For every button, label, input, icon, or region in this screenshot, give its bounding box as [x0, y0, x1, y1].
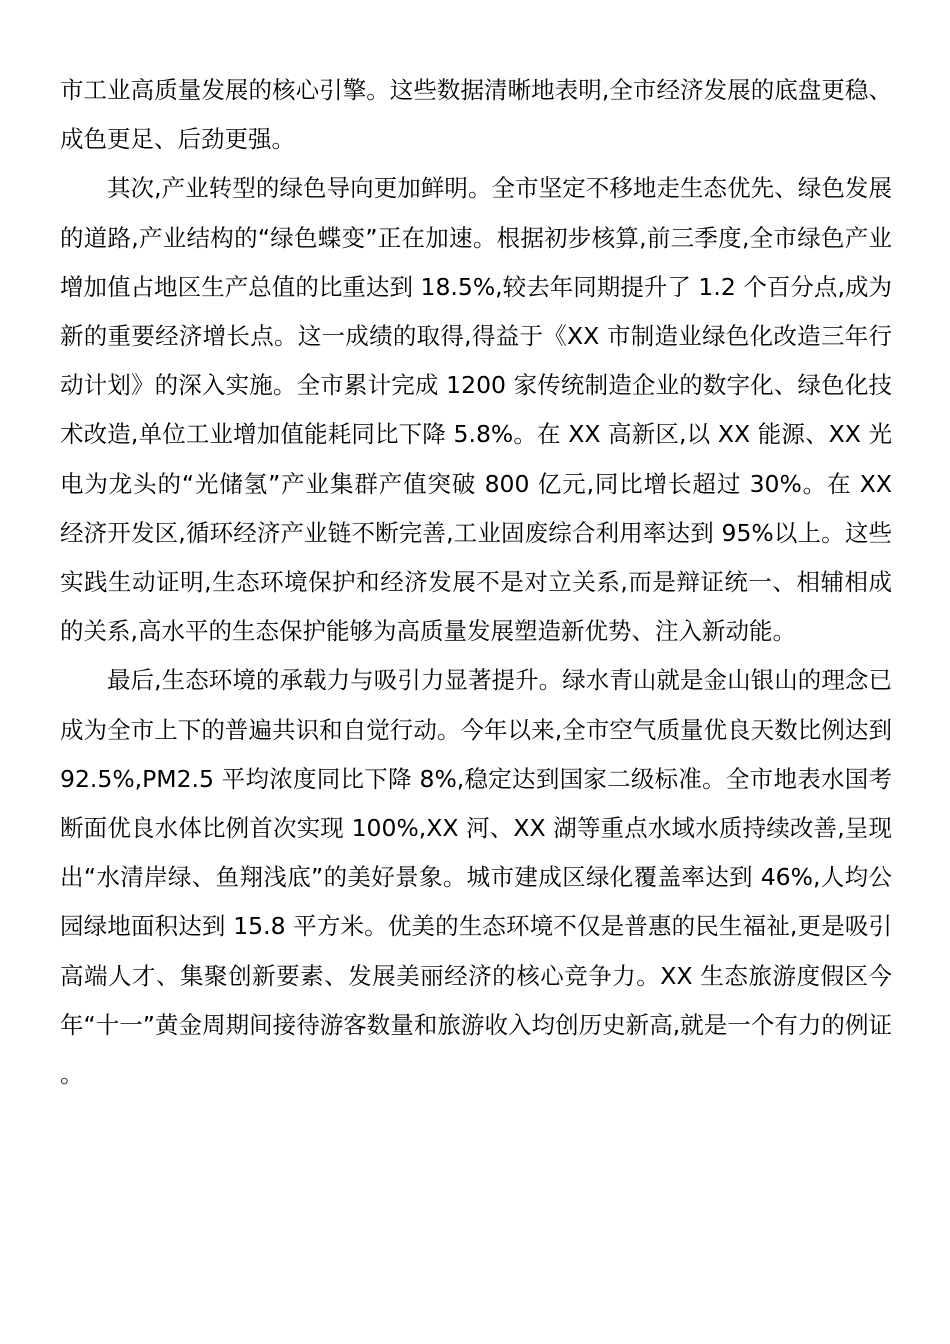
paragraph-green-transition: 其次,产业转型的绿色导向更加鲜明。全市坚定不移地走生态优先、绿色发展的道路,产业结构的“绿色蝶变”正在加速。根据初步核算,前三季度,全市绿色产业增加值占地区生产总值的比重达到 18.5%,较去年同期提升了 1.2 个百分点,成为新的重要经济增长点。这一成绩的取得,得益于《XX 市制造业绿色化改造三年行动计划》的深入实施。全市累计完成 1200 家传统制造企业的数字化、绿色化技术改造,单位工业增加值能耗同比下降 5.8%。在 XX 高新区,以 XX 能源、XX 光电为龙头的“光储氢”产业集群产值突破 800 亿元,同比增长超过 30%。在 XX 经济开发区,循环经济产业链不断完善,工业固废综合利用率达到 95%以上。这些实践生动证明,生态环境保护和经济发展不是对立关系,而是辩证统一、相辅相成的关系,高水平的生态保护能够为高质量发展塑造新优势、注入新动能。: [60, 174, 892, 646]
paragraph-ecological-environment: 最后,生态环境的承载力与吸引力显著提升。绿水青山就是金山银山的理念已成为全市上下的普遍共识和自觉行动。今年以来,全市空气质量优良天数比例达到 92.5%,PM2.5 平均浓度同比下降 8%,稳定达到国家二级标准。全市地表水国考断面优良水体比例首次实现 100%,XX 河、XX 湖等重点水域水质持续改善,呈现出“水清岸绿、鱼翔浅底”的美好景象。城市建成区绿化覆盖率达到 46%,人均公园绿地面积达到 15.8 平方米。优美的生态环境不仅是普惠的民生福祉,更是吸引高端人才、集聚创新要素、发展美丽经济的核心竞争力。XX 生态旅游度假区今年“十一”黄金周期间接待游客数量和旅游收入均创历史新高,就是一个有力的例证。: [60, 666, 892, 1089]
paragraph-continued: 市工业高质量发展的核心引擎。这些数据清晰地表明,全市经济发展的底盘更稳、成色更足、后劲更强。: [60, 76, 892, 154]
document-page: [60, 66, 892, 1099]
